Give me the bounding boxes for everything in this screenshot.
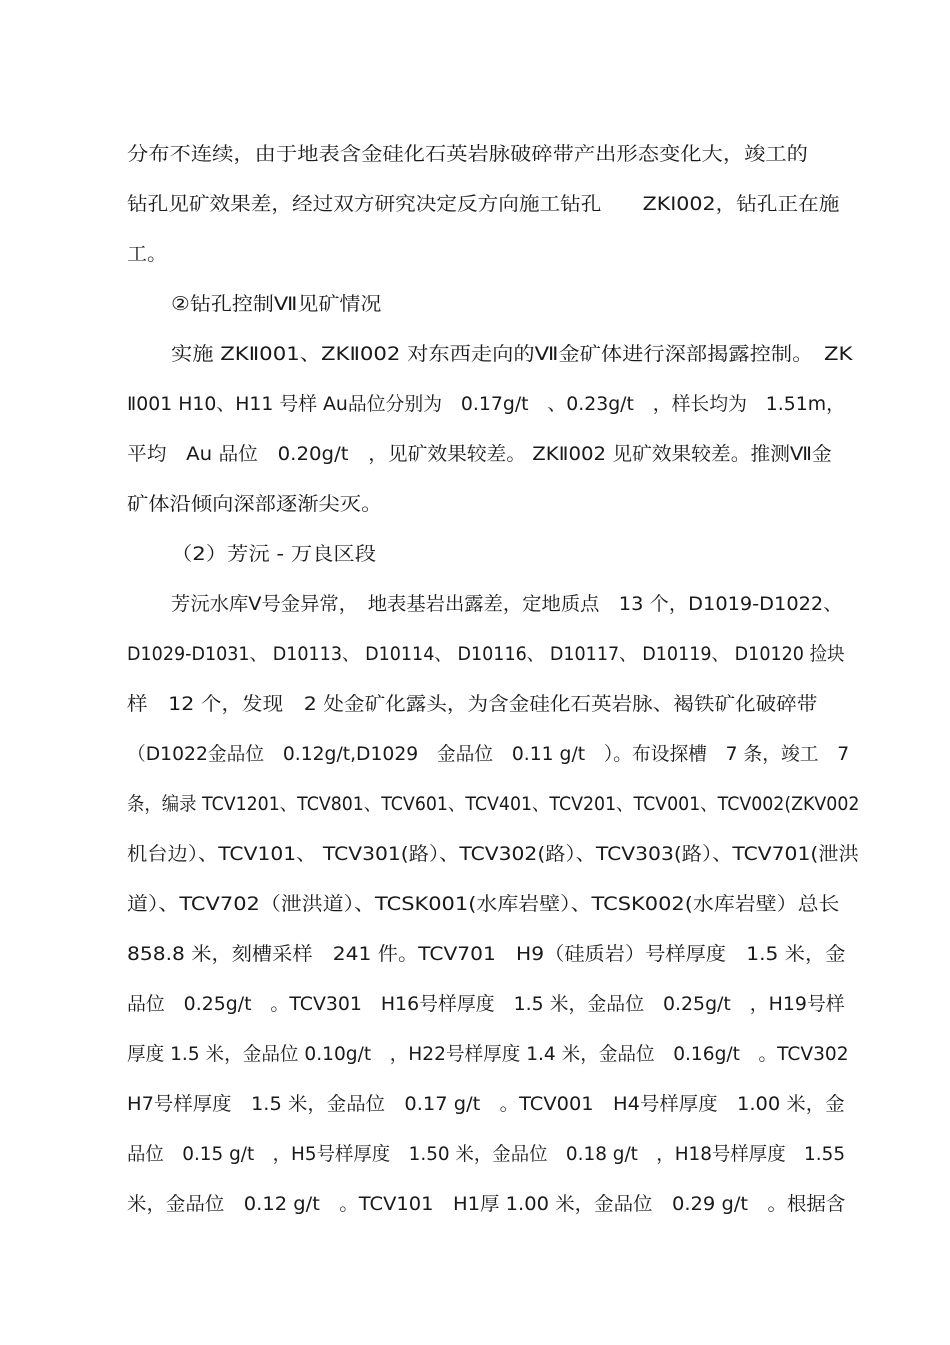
text-line: 分布不连续，由于地表含金硅化石英岩脉破碎带产出形态变化大，竣工的 [127, 143, 808, 165]
text-line: 道）、TCV702（泄洪道）、TCSK001(水库岩壁）、TCSK002(水库岩壁）总长 [127, 893, 840, 915]
text-line: 样 12 个，发现 2 处金矿化露头，为含金硅化石英岩脉、褐铁矿化破碎带 [127, 693, 818, 715]
text-line: D1029-D1031、 D10113、 D10114、 D10116、 D10117、 D10119、 D10120 捡块 [127, 643, 845, 665]
text-line: 858.8 米，刻槽采样 241 件。TCV701 H9（硅质岩）号样厚度 1.5 米，金 [127, 943, 846, 965]
text-line: 条，编录 TCV1201、TCV801、TCV601、TCV401、TCV201、TCV001、TCV002(ZKV002 [127, 793, 860, 815]
text-line: 米，金品位 0.12 g/t 。TCV101 H1厚 1.00 米，金品位 0.29 g/t 。根据含 [127, 1193, 846, 1215]
text-line: 工。 [127, 243, 168, 265]
text-line: 品位 0.25g/t 。TCV301 H16号样厚度 1.5 米，金品位 0.25g/t ，H19号样 [127, 993, 845, 1015]
section-heading: （2）芳沅 - 万良区段 [171, 543, 376, 565]
text-line: 机台边）、TCV101、 TCV301(路）、TCV302(路）、TCV303(路）、TCV701(泄洪 [127, 843, 859, 865]
text-line: 矿体沿倾向深部逐渐尖灭。 [127, 493, 383, 515]
text-line: 厚度 1.5 米，金品位 0.10g/t ，H22号样厚度 1.4 米，金品位 0.16g/t 。TCV302 [127, 1043, 849, 1065]
text-line: 实施 ZKⅡ001、ZKⅡ002 对东西走向的Ⅶ金矿体进行深部揭露控制。 ZK [171, 343, 853, 365]
text-line: H7号样厚度 1.5 米，金品位 0.17 g/t 。TCV001 H4号样厚度 1.00 米，金 [127, 1093, 845, 1115]
text-line: Ⅱ001 H10、H11 号样 Au品位分别为 0.17g/t 、0.23g/t ，样长均为 1.51m， [127, 393, 845, 415]
text-line: 平均 Au 品位 0.20g/t ，见矿效果较差。 ZKⅡ002 见矿效果较差。推测Ⅶ金 [127, 443, 832, 465]
text-line: 钻孔见矿效果差，经过双方研究决定反方向施工钻孔 ZKI002，钻孔正在施 [127, 193, 840, 215]
text-line: （D1022金品位 0.12g/t,D1029 金品位 0.11 g/t ）。布设探槽 7 条，竣工 7 [127, 743, 850, 765]
section-heading: ②钻孔控制Ⅶ见矿情况 [171, 293, 382, 315]
text-line: 芳沅水库Ⅴ号金异常， 地表基岩出露差，定地质点 13 个，D1019-D1022、 [171, 593, 843, 615]
text-line: 品位 0.15 g/t ，H5号样厚度 1.50 米，金品位 0.18 g/t ，H18号样厚度 1.55 [127, 1143, 846, 1165]
